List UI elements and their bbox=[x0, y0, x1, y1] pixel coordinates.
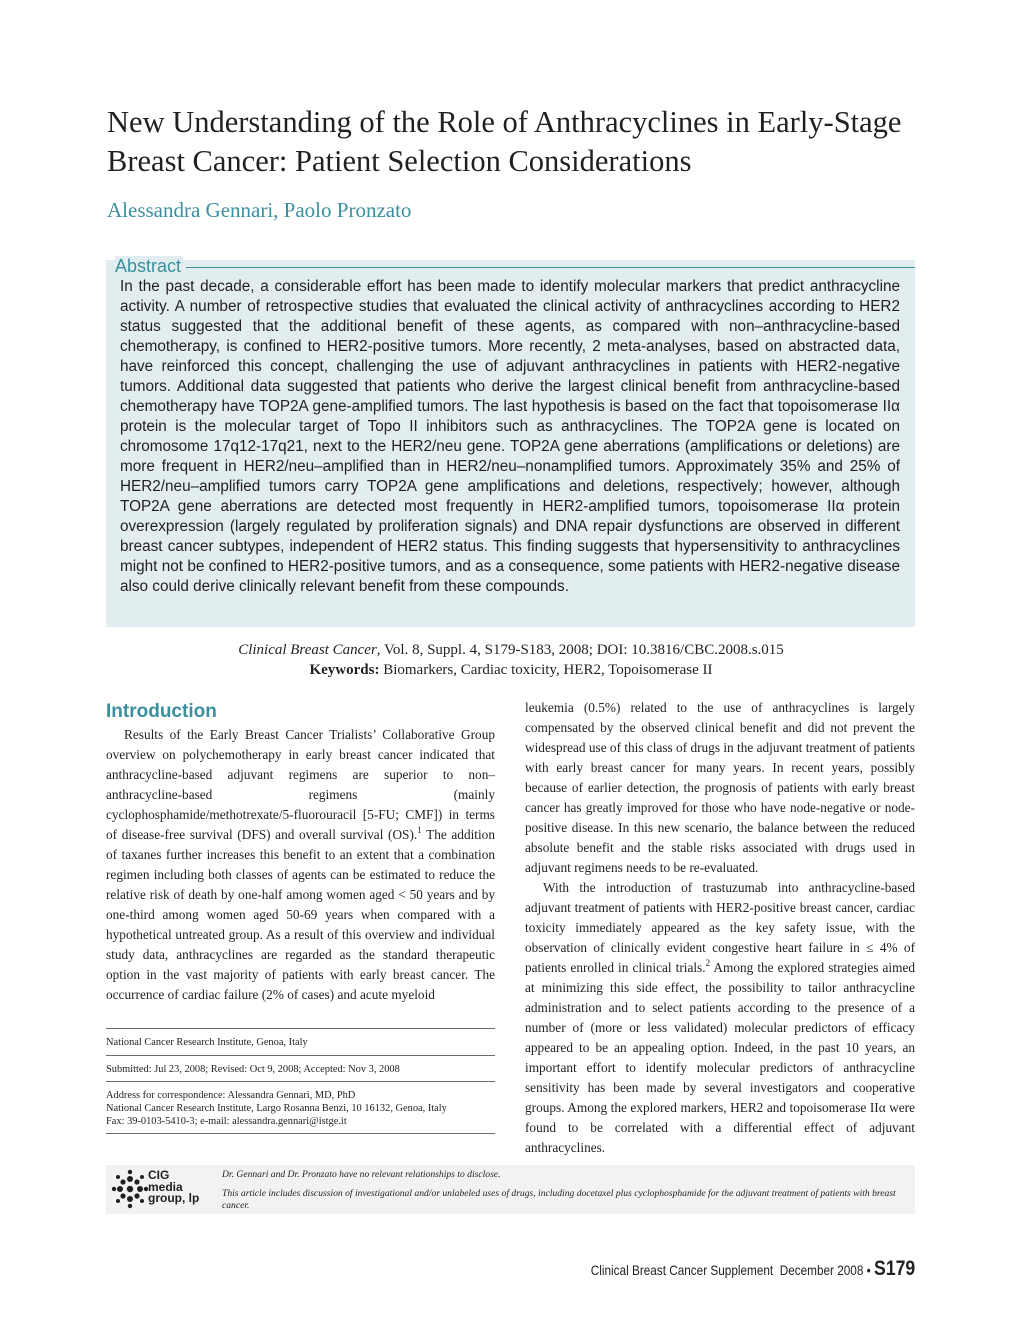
footnote-address-line-2: National Cancer Research Institute, Largo Rosanna Benzi, 10 16132, Genoa, Italy bbox=[106, 1103, 447, 1114]
disclosure-relationships: Dr. Gennari and Dr. Pronzato have no relevant relationships to disclose. bbox=[222, 1169, 501, 1180]
intro-p1-part-b: The addition of taxanes further increases this benefit to an extent that a combination regimen including both classes of agents can be estimated to reduce the relative risk of death by one-half among women aged < 50 years and by one-third among women aged 50-69 years when compared with a hypothetical untreated group. As a result of this overview and individual study data, anthracyclines are regarded as the standard therapeutic option in the vast majority of patients with early breast cancer. The occurrence of cardiac failure (2% of cases) and acute myeloid bbox=[106, 827, 495, 1002]
footnote-rule-2 bbox=[106, 1055, 495, 1056]
running-footer-bullet: • bbox=[866, 1262, 871, 1278]
footnote-rule-1 bbox=[106, 1028, 495, 1029]
keywords-label: Keywords: bbox=[309, 662, 380, 678]
article-title: New Understanding of the Role of Anthracyclines in Early-Stage Breast Cancer: Patient Selection Considerations bbox=[107, 105, 902, 178]
running-footer-journal: Clinical Breast Cancer Supplement bbox=[590, 1262, 773, 1278]
running-footer bbox=[591, 1257, 915, 1281]
footnote-rule-4 bbox=[106, 1133, 495, 1134]
reference-1: 1 bbox=[417, 825, 422, 835]
intro-p2-part-b: Among the explored strategies aimed at minimizing this side effect, the possibility to tailor anthracycline administration and to select patients according to the presence of a number of (more or less validated) molecular predictors of efficacy appeared to be an appealing option. Indeed, in the past 10 years, an important effort to identify molecular predictors of anthracycline sensitivity has been made by several investigators and cooperative groups. Among the explored markers, HER2 and topoisomerase IIα were found to be correlated with a differential effect of adjuvant anthracyclines. bbox=[525, 960, 915, 1155]
running-footer-date: December 2008 bbox=[779, 1262, 864, 1278]
intro-paragraph-1-continued: leukemia (0.5%) related to the use of anthracyclines is largely compensated by the observed clinical benefit and did not prevent the widespread use of this class of drugs in the adjuvant treatment of patients with early breast cancer for many years. In recent years, possibly because of earlier detection, the prognosis of patients with early breast cancer has greatly improved for those who have node-negative or node-positive disease. In this new scenario, the balance between the reduced absolute benefit and the stable risks associated with drugs used in adjuvant regimens needs to be re-evaluated. bbox=[525, 700, 915, 875]
keywords-text: Biomarkers, Cardiac toxicity, HER2, Topoisomerase II bbox=[379, 662, 713, 678]
logo-line-1: CIG bbox=[148, 1168, 170, 1182]
footnote-rule-3 bbox=[106, 1081, 495, 1082]
citation-details: , Vol. 8, Suppl. 4, S179-S183, 2008; DOI: 10.3816/CBC.2008.s.015 bbox=[376, 642, 784, 658]
abstract-label: Abstract bbox=[115, 256, 182, 276]
keywords bbox=[107, 660, 915, 680]
footnote-address-line-1: Address for correspondence: Alessandra Gennari, MD, PhD bbox=[106, 1090, 356, 1101]
footnote-institution: National Cancer Research Institute, Genoa, Italy bbox=[106, 1037, 308, 1048]
logo-line-2: media bbox=[148, 1179, 183, 1194]
intro-p1-part-a: Results of the Early Breast Cancer Trialists’ Collaborative Group overview on polychemotherapy in early breast cancer indicated that anthracycline-based adjuvant regimens are superior to non–anthracycline-based regimens (mainly cyclophosphamide/methotrexate/5-fluorouracil [5-FU; CMF]) in terms of disease-free survival (DFS) and overall survival (OS). bbox=[106, 727, 495, 842]
footnote-address-line-3: Fax: 39-0103-5410-3; e-mail: alessandra.gennari@istge.it bbox=[106, 1116, 347, 1127]
disclosure-offlabel: This article includes discussion of investigational and/or unlabeled uses of drugs, including docetaxel plus cyclophosphamide for the adjuvant treatment of patients with breast cancer. bbox=[222, 1188, 896, 1211]
abstract-rule bbox=[186, 267, 915, 268]
citation bbox=[107, 640, 915, 660]
right-column bbox=[525, 698, 915, 1158]
citation-journal: Clinical Breast Cancer bbox=[238, 642, 377, 658]
abstract-text: In the past decade, a considerable effort has been made to identify molecular markers that predict anthracycline activity. A number of retrospective studies that evaluated the clinical activity of anthracyclines according to HER2 status suggested that the additional benefit of these agents, as compared with non–anthracycline-based chemotherapy, is confined to HER2-positive tumors. More recently, 2 meta-analyses, based on abstracted data, have reinforced this concept, challenging the use of adjuvant anthracyclines in patients with HER2-negative tumors. Additional data suggested that patients who derive the largest clinical benefit from anthracycline-based chemotherapy have TOP2A gene-amplified tumors. The last hypothesis is based on the fact that topoisomerase IIα protein is the molecular target of Topo II inhibitors such as anthracyclines. The TOP2A gene is located on chromosome 17q12-17q21, next to the HER2/neu gene. TOP2A gene aberrations (amplifications or deletions) are more frequent in HER2/neu–amplified than in HER2/neu–nonamplified tumors. Approximately 35% and 25% of HER2/neu–amplified tumors carry TOP2A gene amplifications and deletions, respectively; however, although TOP2A gene aberrations are detected most frequently in HER2-amplified tumors, topoisomerase IIα protein overexpression (largely regulated by proliferation signals) and DNA repair dysfunctions are observed in different breast cancer subtypes, independent of HER2 status. This finding suggests that hypersensitivity to anthracyclines might not be confined to HER2-positive tumors, and as a consequence, some patients with HER2-negative disease also could derive clinically relevant benefit from these compounds. bbox=[120, 278, 900, 595]
page-number: S179 bbox=[873, 1257, 915, 1280]
introduction-heading: Introduction bbox=[106, 701, 217, 722]
footnote-dates: Submitted: Jul 23, 2008; Revised: Oct 9, 2008; Accepted: Nov 3, 2008 bbox=[106, 1064, 400, 1075]
reference-2: 2 bbox=[705, 958, 711, 968]
cig-logo-text bbox=[148, 1170, 199, 1205]
intro-paragraph-2 bbox=[525, 878, 915, 1158]
left-column bbox=[106, 725, 495, 1005]
intro-p2-part-a: With the introduction of trastuzumab into anthracycline-based adjuvant treatment of patients with HER2-positive breast cancer, cardiac toxicity immediately appeared as the key safety issue, with the observation of clinically evident congestive heart failure in ≤ 4% of patients enrolled in clinical trials. bbox=[525, 880, 915, 975]
intro-paragraph-1 bbox=[106, 725, 495, 1005]
authors: Alessandra Gennari, Paolo Pronzato bbox=[107, 198, 412, 222]
logo-line-3: group, lp bbox=[148, 1191, 200, 1205]
